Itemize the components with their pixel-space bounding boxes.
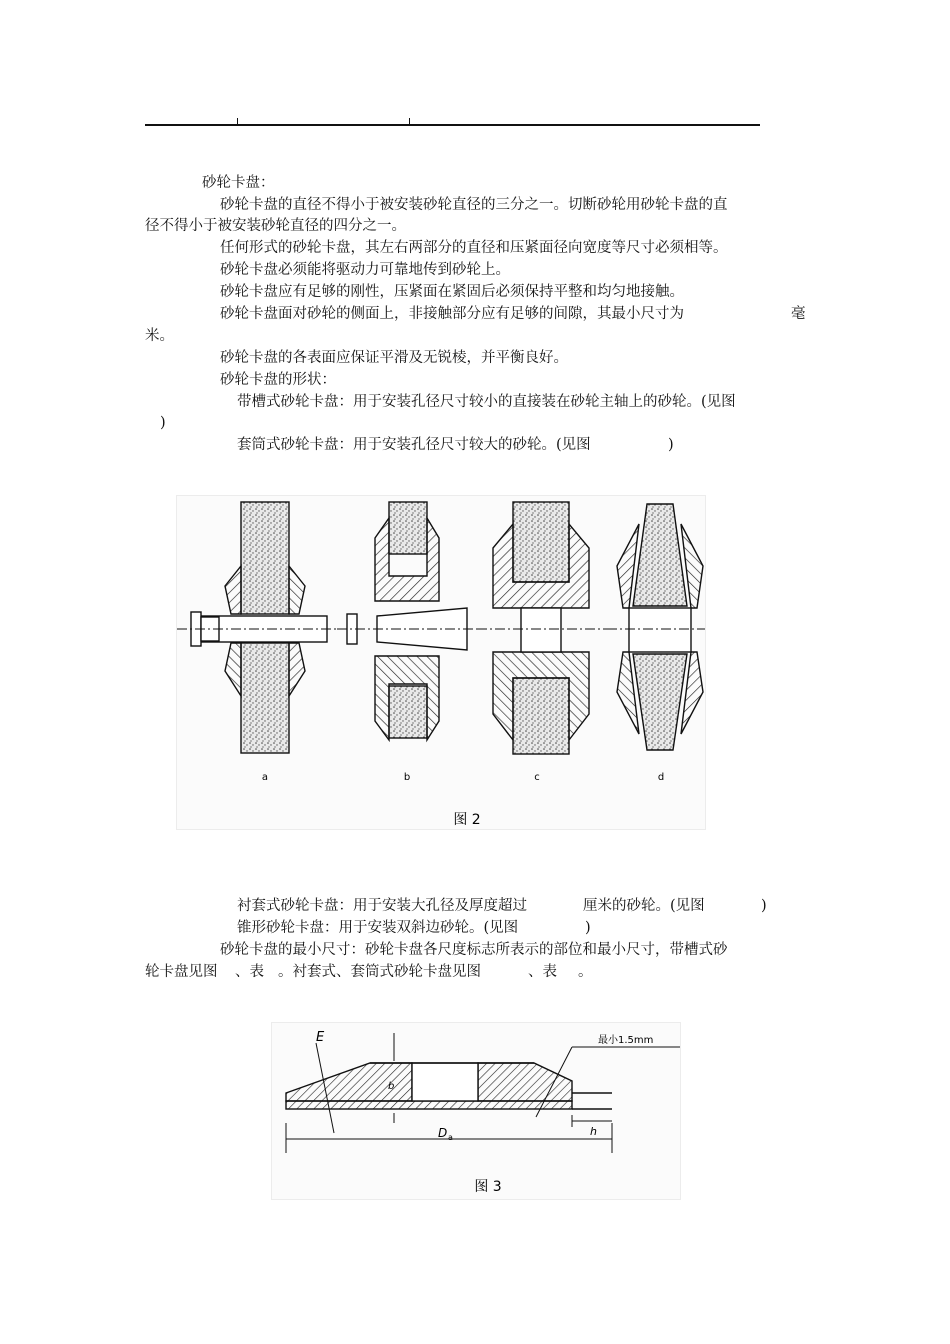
- paragraph: 砂轮卡盘面对砂轮的侧面上，非接触部分应有足够的间隙，其最小尺寸为: [220, 306, 684, 322]
- label-min: 最小1.5mm: [598, 1035, 654, 1046]
- figure-label: c: [534, 772, 540, 783]
- label-b: b: [388, 1081, 395, 1092]
- flange-section: [286, 1063, 612, 1109]
- diagram-a: [177, 502, 347, 753]
- figure-label: a: [261, 772, 269, 783]
- section-title: 砂轮卡盘：: [202, 175, 275, 191]
- figure-3: [271, 1022, 681, 1200]
- label-h: h: [590, 1125, 597, 1138]
- paragraph: 任何形式的砂轮卡盘，其左右两部分的直径和压紧面径向宽度等尺寸必须相等。: [220, 240, 728, 256]
- paragraph: 砂轮卡盘的各表面应保证平滑及无锐棱，并平衡良好。: [220, 350, 568, 366]
- list-item: 锥形砂轮卡盘：用于安装双斜边砂轮。(见图: [237, 920, 519, 936]
- paragraph: 、表: [528, 964, 557, 980]
- header-rule-tick: [237, 118, 238, 125]
- figure-2: [176, 495, 706, 830]
- paragraph: 砂轮卡盘必须能将驱动力可靠地传到砂轮上。: [220, 262, 510, 278]
- diagram-c: [477, 502, 607, 754]
- header-rule-tick: [409, 118, 410, 125]
- figure-label: d: [657, 772, 665, 783]
- figure-caption: 图 2: [453, 812, 481, 828]
- list-item: ): [160, 415, 166, 431]
- list-item: 厘米的砂轮。(见图: [583, 898, 705, 914]
- figure-caption: 图 3: [474, 1179, 502, 1195]
- paragraph: 砂轮卡盘应有足够的刚性，压紧面在紧固后必须保持平整和均匀地接触。: [220, 284, 684, 300]
- list-item: 衬套式砂轮卡盘：用于安装大孔径及厚度超过: [237, 898, 527, 914]
- paragraph: 。: [578, 964, 593, 980]
- list-item: ): [668, 437, 674, 453]
- list-item: 套筒式砂轮卡盘：用于安装孔径尺寸较大的砂轮。(见图: [237, 437, 591, 453]
- diagram-b: [337, 502, 487, 740]
- paragraph: 。衬套式、套筒式砂轮卡盘见图: [278, 964, 481, 980]
- figure-label: b: [403, 772, 411, 783]
- paragraph: 轮卡盘见图: [145, 964, 218, 980]
- unit-text: 毫: [791, 306, 806, 322]
- paragraph: 砂轮卡盘的最小尺寸：砂轮卡盘各尺度标志所表示的部位和最小尺寸，带槽式砂: [220, 942, 728, 958]
- paragraph: 砂轮卡盘的直径不得小于被安装砂轮直径的三分之一。切断砂轮用砂轮卡盘的直: [220, 197, 728, 213]
- diagram-d: [607, 504, 705, 750]
- list-item: ): [585, 920, 591, 936]
- paragraph: 米。: [145, 328, 174, 344]
- paragraph: 砂轮卡盘的形状：: [220, 372, 336, 388]
- paragraph: 、表: [235, 964, 264, 980]
- list-item: ): [761, 898, 767, 914]
- label-e: E: [316, 1030, 325, 1045]
- list-item: 带槽式砂轮卡盘：用于安装孔径尺寸较小的直接装在砂轮主轴上的砂轮。(见图: [237, 394, 736, 410]
- label-d-sub: a: [448, 1133, 453, 1142]
- paragraph: 径不得小于被安装砂轮直径的四分之一。: [145, 218, 406, 234]
- label-d: D: [438, 1126, 448, 1140]
